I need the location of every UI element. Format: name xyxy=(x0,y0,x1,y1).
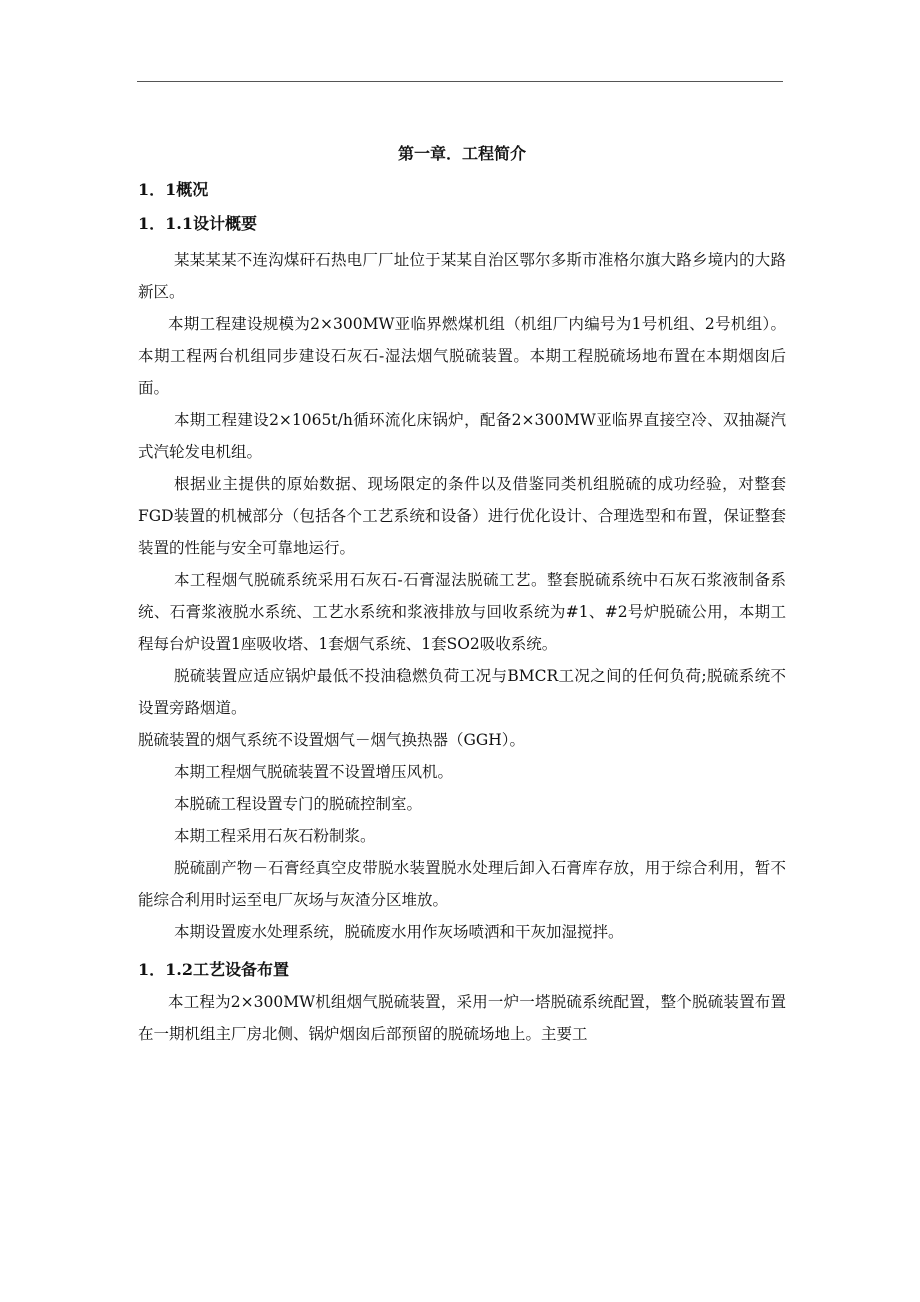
paragraph: 本脱硫工程设置专门的脱硫控制室。 xyxy=(174,795,423,813)
paragraph: 本期工程建设规模为2×300MW亚临界燃煤机组（机组厂内编号为1号机组、2号机组）。本期工程两台机组同步建设石灰石-湿法烟气脱硫装置。本期工程脱硫场地布置在本期烟囱后面。 xyxy=(138,315,786,397)
paragraph: 脱硫副产物－石膏经真空皮带脱水装置脱水处理后卸入石膏库存放，用于综合利用，暂不能综合利用时运至电厂灰场与灰渣分区堆放。 xyxy=(138,859,786,909)
paragraph: 本工程烟气脱硫系统采用石灰石-石膏湿法脱硫工艺。整套脱硫系统中石灰石浆液制备系统、石膏浆液脱水系统、工艺水系统和浆液排放与回收系统为#1、#2号炉脱硫公用，本期工程每台炉设置1座吸收塔、1套烟气系统、1套SO2吸收系统。 xyxy=(138,571,786,653)
document-body xyxy=(138,132,786,1050)
header-rule xyxy=(137,81,783,82)
chapter-title: 第一章．工程简介 xyxy=(397,144,526,163)
section-heading-1-1-1: 1．1.1设计概要 xyxy=(138,214,257,233)
section-heading-1-1-2: 1．1.2工艺设备布置 xyxy=(138,960,289,979)
section-heading-1-1: 1．1概况 xyxy=(138,180,209,199)
paragraph: 本期设置废水处理系统，脱硫废水用作灰场喷洒和干灰加湿搅拌。 xyxy=(174,923,624,941)
paragraph: 本期工程建设2×1065t/h循环流化床锅炉，配备2×300MW亚临界直接空冷、双抽凝汽式汽轮发电机组。 xyxy=(138,411,786,461)
paragraph: 根据业主提供的原始数据、现场限定的条件以及借鉴同类机组脱硫的成功经验，对整套FGD装置的机械部分（包括各个工艺系统和设备）进行优化设计、合理选型和布置，保证整套装置的性能与安全可靠地运行。 xyxy=(138,475,786,557)
paragraph: 脱硫装置应适应锅炉最低不投油稳燃负荷工况与BMCR工况之间的任何负荷;脱硫系统不设置旁路烟道。 xyxy=(138,667,786,717)
paragraph: 本工程为2×300MW机组烟气脱硫装置，采用一炉一塔脱硫系统配置，整个脱硫装置布置在一期机组主厂房北侧、锅炉烟囱后部预留的脱硫场地上。主要工 xyxy=(138,993,786,1043)
paragraph: 本期工程烟气脱硫装置不设置增压风机。 xyxy=(174,763,454,781)
paragraph: 脱硫装置的烟气系统不设置烟气－烟气换热器（GGH）。 xyxy=(138,731,526,749)
paragraph: 某某某某不连沟煤矸石热电厂厂址位于某某自治区鄂尔多斯市准格尔旗大路乡境内的大路新区。 xyxy=(138,251,786,301)
paragraph: 本期工程采用石灰石粉制浆。 xyxy=(174,827,376,845)
